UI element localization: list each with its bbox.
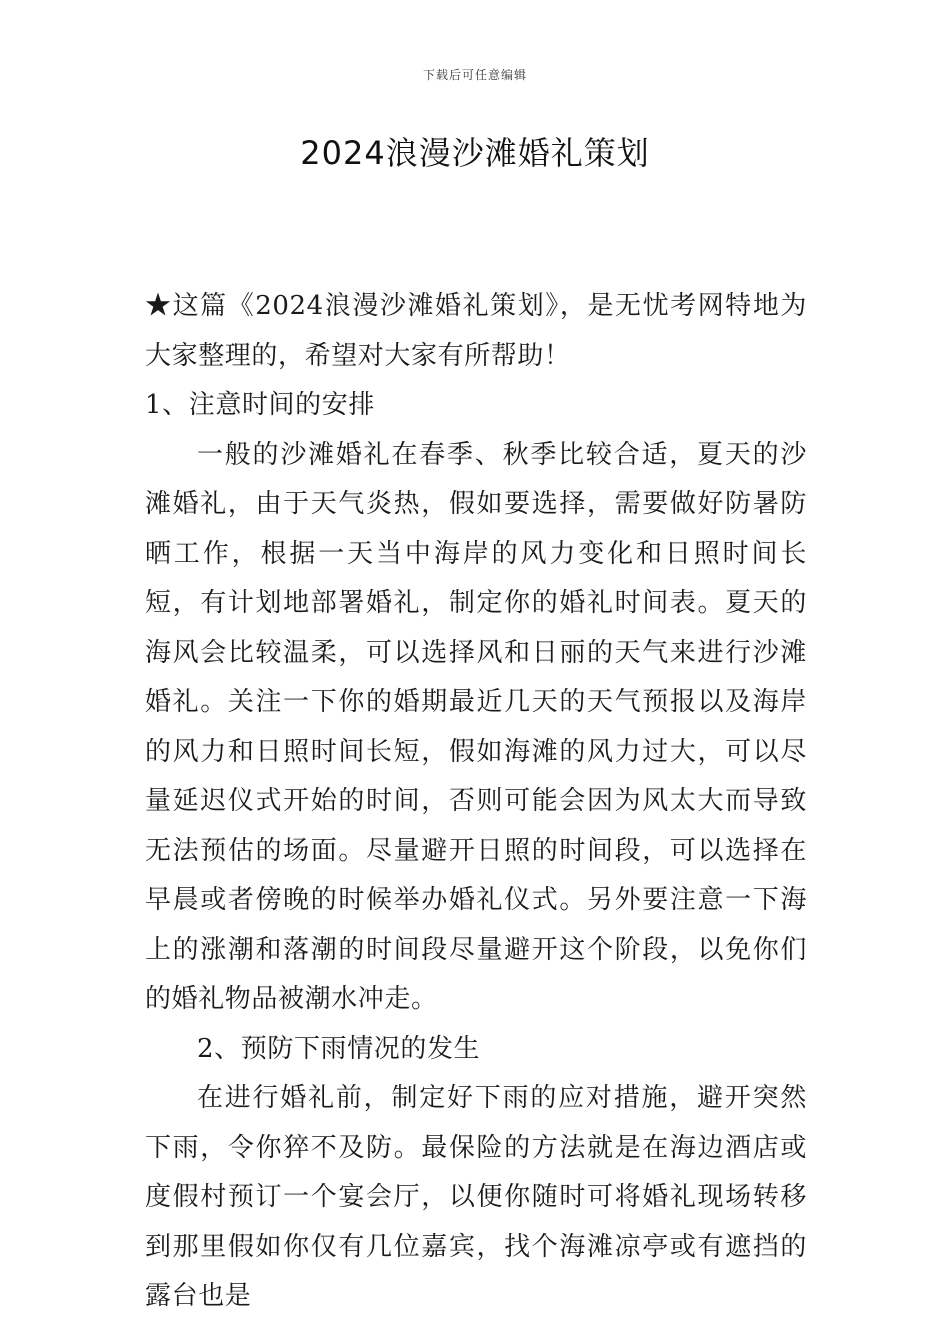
section-2-heading: 2、预防下雨情况的发生 xyxy=(197,1033,481,1064)
section-2-paragraph: 在进行婚礼前，制定好下雨的应对措施，避开突然下雨，令你猝不及防。最保险的方法就是在海边酒店或度假村预订一个宴会厅，以便你随时可将婚礼现场转移到那里假如你仅有几位嘉宾，找个海滩凉亭或有遮挡的露台也是 xyxy=(145,1083,807,1311)
document-title: 2024浪漫沙滩婚礼策划 xyxy=(300,134,650,172)
section-1-heading: 1、注意时间的安排 xyxy=(145,390,375,420)
document-body xyxy=(145,282,807,1322)
section-1-paragraph: 一般的沙滩婚礼在春季、秋季比较合适，夏天的沙滩婚礼，由于天气炎热，假如要选择，需要做好防暑防晒工作，根据一天当中海岸的风力变化和日照时间长短，有计划地部署婚礼，制定你的婚礼时间表。夏天的海风会比较温柔，可以选择风和日丽的天气来进行沙滩婚礼。关注一下你的婚期最近几天的天气预报以及海岸的风力和日照时间长短，假如海滩的风力过大，可以尽量延迟仪式开始的时间，否则可能会因为风太大而导致无法预估的场面。尽量避开日照的时间段，可以选择在早晨或者傍晚的时候举办婚礼仪式。另外要注意一下海上的涨潮和落潮的时间段尽量避开这个阶段，以免你们的婚礼物品被潮水冲走。 xyxy=(145,439,807,1014)
intro-paragraph: ★这篇《2024浪漫沙滩婚礼策划》，是无忧考网特地为大家整理的，希望对大家有所帮助！ xyxy=(145,291,807,371)
header-note: 下载后可任意编辑 xyxy=(422,68,527,82)
